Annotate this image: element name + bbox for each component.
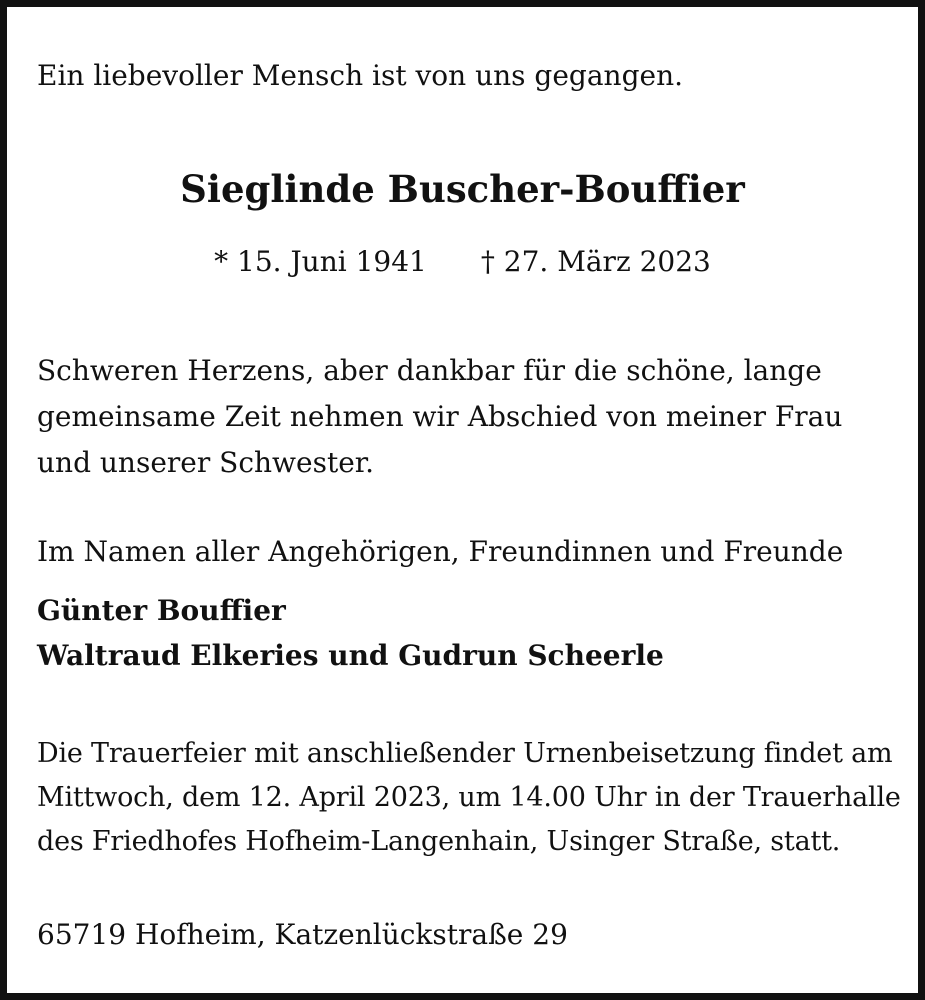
message-line-3: und unserer Schwester. <box>37 446 374 479</box>
death-date: † 27. März 2023 <box>480 245 711 278</box>
signatory-2: Waltraud Elkeries und Gudrun Scheerle <box>37 639 664 672</box>
ceremony-line-2: Mittwoch, dem 12. April 2023, um 14.00 Uhr in der Trauerhalle <box>37 782 901 813</box>
birth-date: * 15. Juni 1941 <box>214 245 427 278</box>
message-line-2: gemeinsame Zeit nehmen wir Abschied von meiner Frau <box>37 400 843 433</box>
intro-text: Ein liebevoller Mensch ist von uns gegangen. <box>37 59 683 92</box>
life-dates <box>7 240 918 284</box>
on-behalf-text: Im Namen aller Angehörigen, Freundinnen und Freunde <box>37 535 844 568</box>
address-text: 65719 Hofheim, Katzenlückstraße 29 <box>37 918 568 951</box>
signatory-1: Günter Bouffier <box>37 594 286 627</box>
ceremony-line-3: des Friedhofes Hofheim-Langenhain, Usinger Straße, statt. <box>37 826 841 857</box>
message-line-1: Schweren Herzens, aber dankbar für die schöne, lange <box>37 354 822 387</box>
deceased-name: Sieglinde Buscher-Bouffier <box>180 167 745 211</box>
ceremony-line-1: Die Trauerfeier mit anschließender Urnenbeisetzung findet am <box>37 738 893 769</box>
